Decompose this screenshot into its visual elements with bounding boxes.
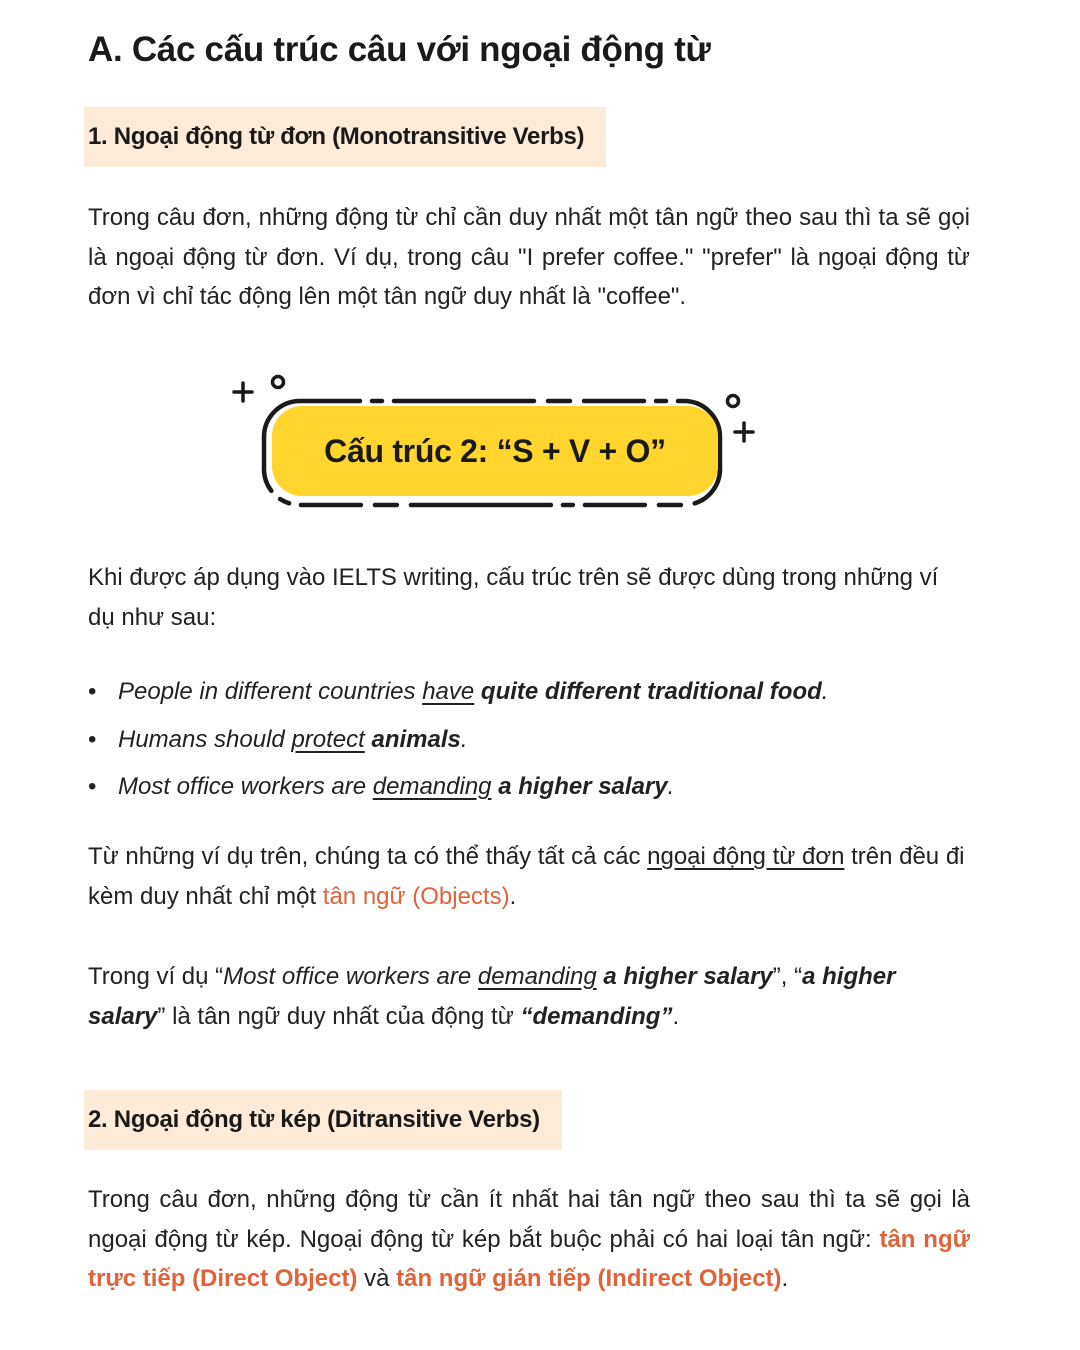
section-1-example-note: Trong ví dụ “Most office workers are demanding a higher salary”, “a higher salary” là tân ngữ duy nhất của động từ “demanding”. [88,963,896,1030]
circle-icon [728,396,739,407]
bullet-icon: • [88,725,97,753]
section-2-intro: Trong câu đơn, những động từ cần ít nhất hai tân ngữ theo sau thì ta sẽ gọi là ngoại động từ kép. Ngoại động từ kép bắt buộc phải có hai loại tân ngữ: tân ngữ trực tiếp (Direct Object) và tân ngữ gián tiếp (Indirect Object). [88,1186,971,1292]
page-title: A. Các cấu trúc câu với ngoại động từ [88,30,711,69]
highlight-objects: tân ngữ (Objects) [322,882,510,910]
section-1-intro: Trong câu đơn, những động từ chỉ cần duy nhất một tân ngữ theo sau thì ta sẽ gọi là ngoại động từ đơn. Ví dụ, trong câu "I prefer coffee." "prefer" là ngoại động từ đơn vì chỉ tác động lên một tân ngữ duy nhất là "coffee". [88,204,970,310]
section-2-heading: 2. Ngoại động từ kép (Ditransitive Verbs) [84,1090,562,1150]
section-1-applied: Khi được áp dụng vào IELTS writing, cấu trúc trên sẽ được dùng trong những ví dụ như sau: [88,564,939,631]
bullet-icon: • [88,678,97,705]
list-item: • People in different countries have quite different traditional food. [88,668,988,716]
list-item: • Humans should protect animals. [88,716,988,764]
circle-icon [273,377,284,388]
example-list [88,668,988,811]
bullet-icon: • [88,773,97,800]
structure-label: Cấu trúc 2: “S + V + O” [272,406,718,496]
structure-badge [226,370,766,520]
term-link: ngoại động từ đơn [647,843,845,870]
highlight-direct-object: tân ngữ trực tiếp (Direct Object) [88,1225,971,1292]
list-item: • Most office workers are demanding a higher salary. [88,763,988,811]
highlight-indirect-object: tân ngữ gián tiếp (Indirect Object) [396,1265,782,1292]
section-1-conclusion: Từ những ví dụ trên, chúng ta có thể thấy tất cả các ngoại động từ đơn trên đều đi kèm duy nhất chỉ một tân ngữ (Objects). [88,843,965,910]
section-1-heading: 1. Ngoại động từ đơn (Monotransitive Verbs) [84,107,606,167]
